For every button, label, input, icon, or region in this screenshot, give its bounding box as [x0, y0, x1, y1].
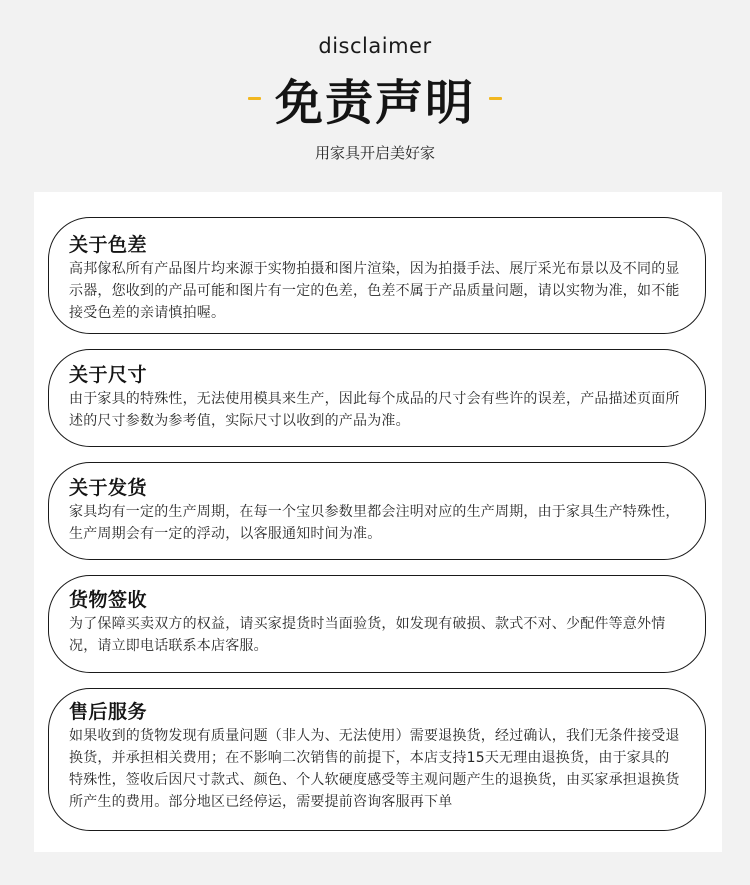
section-card-size: [48, 349, 706, 447]
page-title: 免责声明: [274, 74, 475, 131]
content-panel: [34, 192, 722, 852]
section-title: 货物签收: [69, 589, 148, 611]
section-card-color: [48, 217, 706, 334]
section-body: 高邦傢私所有产品图片均来源于实物拍摄和图片渲染，因为拍摄手法、展厅采光布景以及不同的显示器，您收到的产品可能和图片有一定的色差，色差不属于产品质量问题，请以实物为准，如不能接受色差的亲请慎拍喔。: [69, 261, 680, 321]
title-dash-right: [489, 97, 502, 100]
section-title: 关于色差: [69, 234, 148, 256]
section-title: 售后服务: [69, 701, 148, 723]
section-body: 家具均有一定的生产周期，在每一个宝贝参数里都会注明对应的生产周期，由于家具生产特殊性，生产周期会有一定的浮动，以客服通知时间为准。: [69, 504, 680, 542]
section-body: 如果收到的货物发现有质量问题（非人为、无法使用）需要退换货，经过确认，我们无条件接受退换货，并承担相关费用；在不影响二次销售的前提下，本店支持15天无理由退换货，由于家具的特殊性，签收后因尺寸款式、颜色、个人软硬度感受等主观问题产生的退换货，由买家承担退换货所产生的费用。部分地区已经停运，需要提前咨询客服再下单: [69, 728, 680, 810]
page-header: [0, 0, 750, 192]
title-dash-left: [248, 97, 261, 100]
section-title: 关于尺寸: [69, 364, 148, 386]
section-body: 由于家具的特殊性，无法使用模具来生产，因此每个成品的尺寸会有些许的误差，产品描述页面所述的尺寸参数为参考值，实际尺寸以收到的产品为准。: [69, 391, 680, 429]
section-card-after-sales: [48, 688, 706, 831]
section-card-receipt: [48, 575, 706, 673]
section-card-shipping: [48, 462, 706, 560]
tagline: 用家具开启美好家: [314, 144, 435, 162]
section-title: 关于发货: [69, 477, 148, 499]
section-body: 为了保障买卖双方的权益，请买家提货时当面验货，如发现有破损、款式不对、少配件等意外情况，请立即电话联系本店客服。: [69, 616, 666, 654]
title-row: [0, 68, 750, 131]
subtitle-english: disclaimer: [318, 34, 432, 58]
